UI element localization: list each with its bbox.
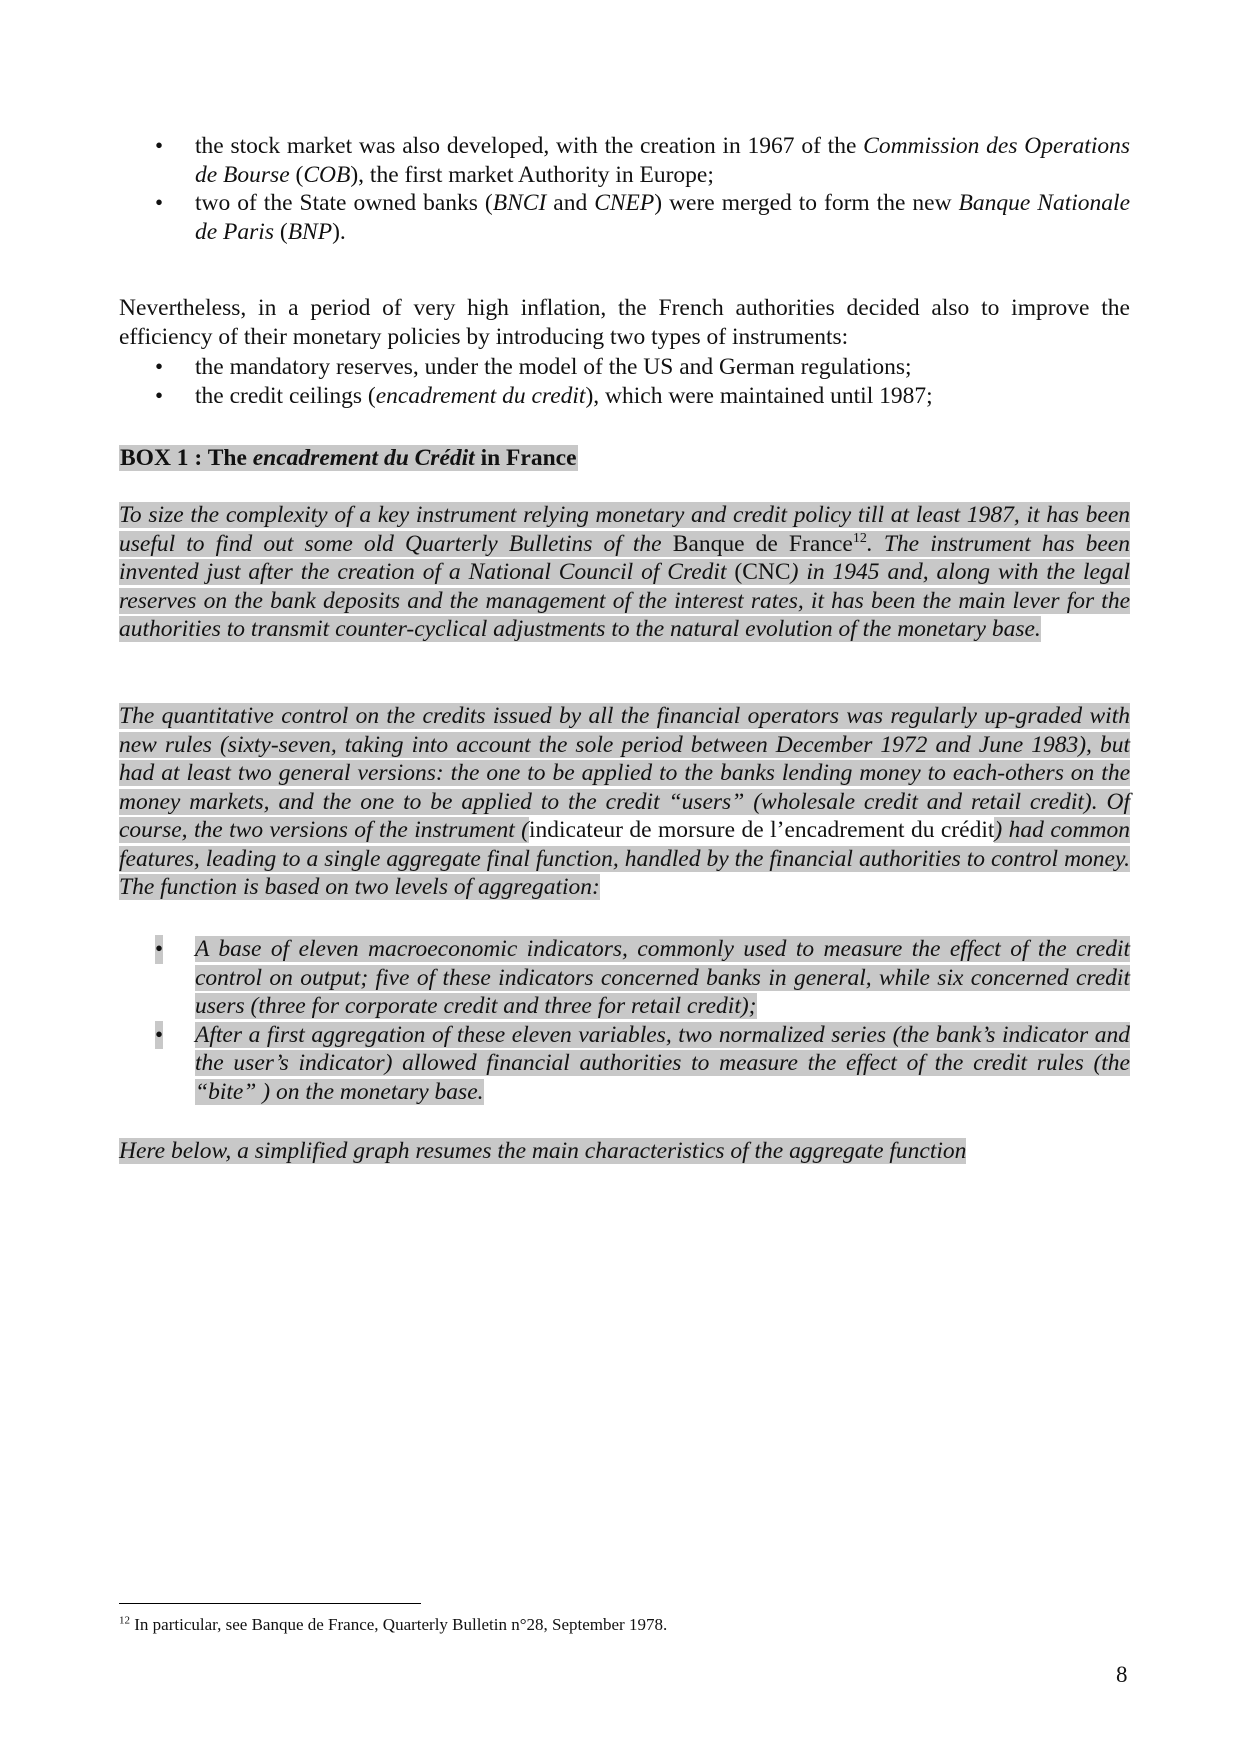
list-item: • After a first aggregation of these eleven variables, two normalized series (the bank’s indicator and the user’s indicator) allowed financial authorities to measure the effect of the credit rules (the “bite” ) on the monetary base.	[155, 1021, 1130, 1105]
box-paragraph-1: To size the complexity of a key instrument relying monetary and credit policy till at least 1987, it has been useful to find out some old Quarterly Bulletins of the Banque de France$^{12}$. The instrument has been invented just after the creation of a National Council of Credit (CNC) in 1945 and, along with the legal reserves on the bank deposits and the management of the interest rates, it has been the main lever for the authorities to transmit counter-cyclical adjustments to the natural evolution of the monetary base.	[119, 502, 1130, 642]
box-paragraph-3: Here below, a simplified graph resumes the main characteristics of the aggregate function	[119, 1138, 967, 1164]
bullet-list-instruments	[119, 353, 1130, 410]
bullet-list-market	[119, 132, 1130, 246]
list-item: • the credit ceilings (encadrement du credit), which were maintained until 1987;	[155, 382, 933, 409]
bullet-icon: •	[155, 935, 163, 964]
box-paragraph-2: The quantitative control on the credits issued by all the financial operators was regularly up-graded with new rules (sixty-seven, taking into account the sole period between December 1972 and June 1983), but had at least two general versions: the one to be applied to the banks lending money to each-others on the money markets, and the one to be applied to the credit “users” (wholesale credit and retail credit). Of course, the two versions of the instrument (indicateur de morsure de l’encadrement du crédit) had common features, leading to a single aggregate final function, handled by the financial authorities to control money. The function is based on two levels of aggregation:	[119, 703, 1131, 900]
list-item: • the stock market was also developed, with the creation in 1967 of the Commission des Operations de Bourse (COB), the first market Authority in Europe;	[155, 133, 1130, 188]
bullet-icon: •	[155, 354, 164, 379]
list-item: • two of the State owned banks (BNCI and CNEP) were merged to form the new Banque Nationale de Paris (BNP).	[155, 190, 1130, 245]
footnote-divider	[119, 1603, 421, 1604]
footnote-ref: 12	[852, 530, 867, 546]
bullet-icon: •	[155, 382, 164, 408]
bullet-icon: •	[155, 133, 164, 158]
paragraph-nevertheless: Nevertheless, in a period of very high inflation, the French authorities decided also to improve the efficiency of their monetary policies by introducing two types of instruments:	[119, 295, 1130, 350]
page-number: 8	[1116, 1662, 1128, 1687]
bullet-icon: •	[155, 1021, 163, 1050]
bullet-icon: •	[155, 190, 164, 215]
box-title: BOX 1 : The encadrement du Crédit in France	[120, 445, 577, 471]
list-item: • the mandatory reserves, under the model of the US and German regulations;	[155, 354, 912, 380]
list-item: • A base of eleven macroeconomic indicators, commonly used to measure the effect of the credit control on output; five of these indicators concerned banks in general, while six concerned credit users (three for corporate credit and three for retail credit);	[155, 936, 1130, 1019]
footnote: $^{12}$ In particular, see Banque de France, Quarterly Bulletin n°28, September 1978.	[119, 1614, 668, 1634]
bullet-list-aggregation	[119, 935, 1130, 1106]
